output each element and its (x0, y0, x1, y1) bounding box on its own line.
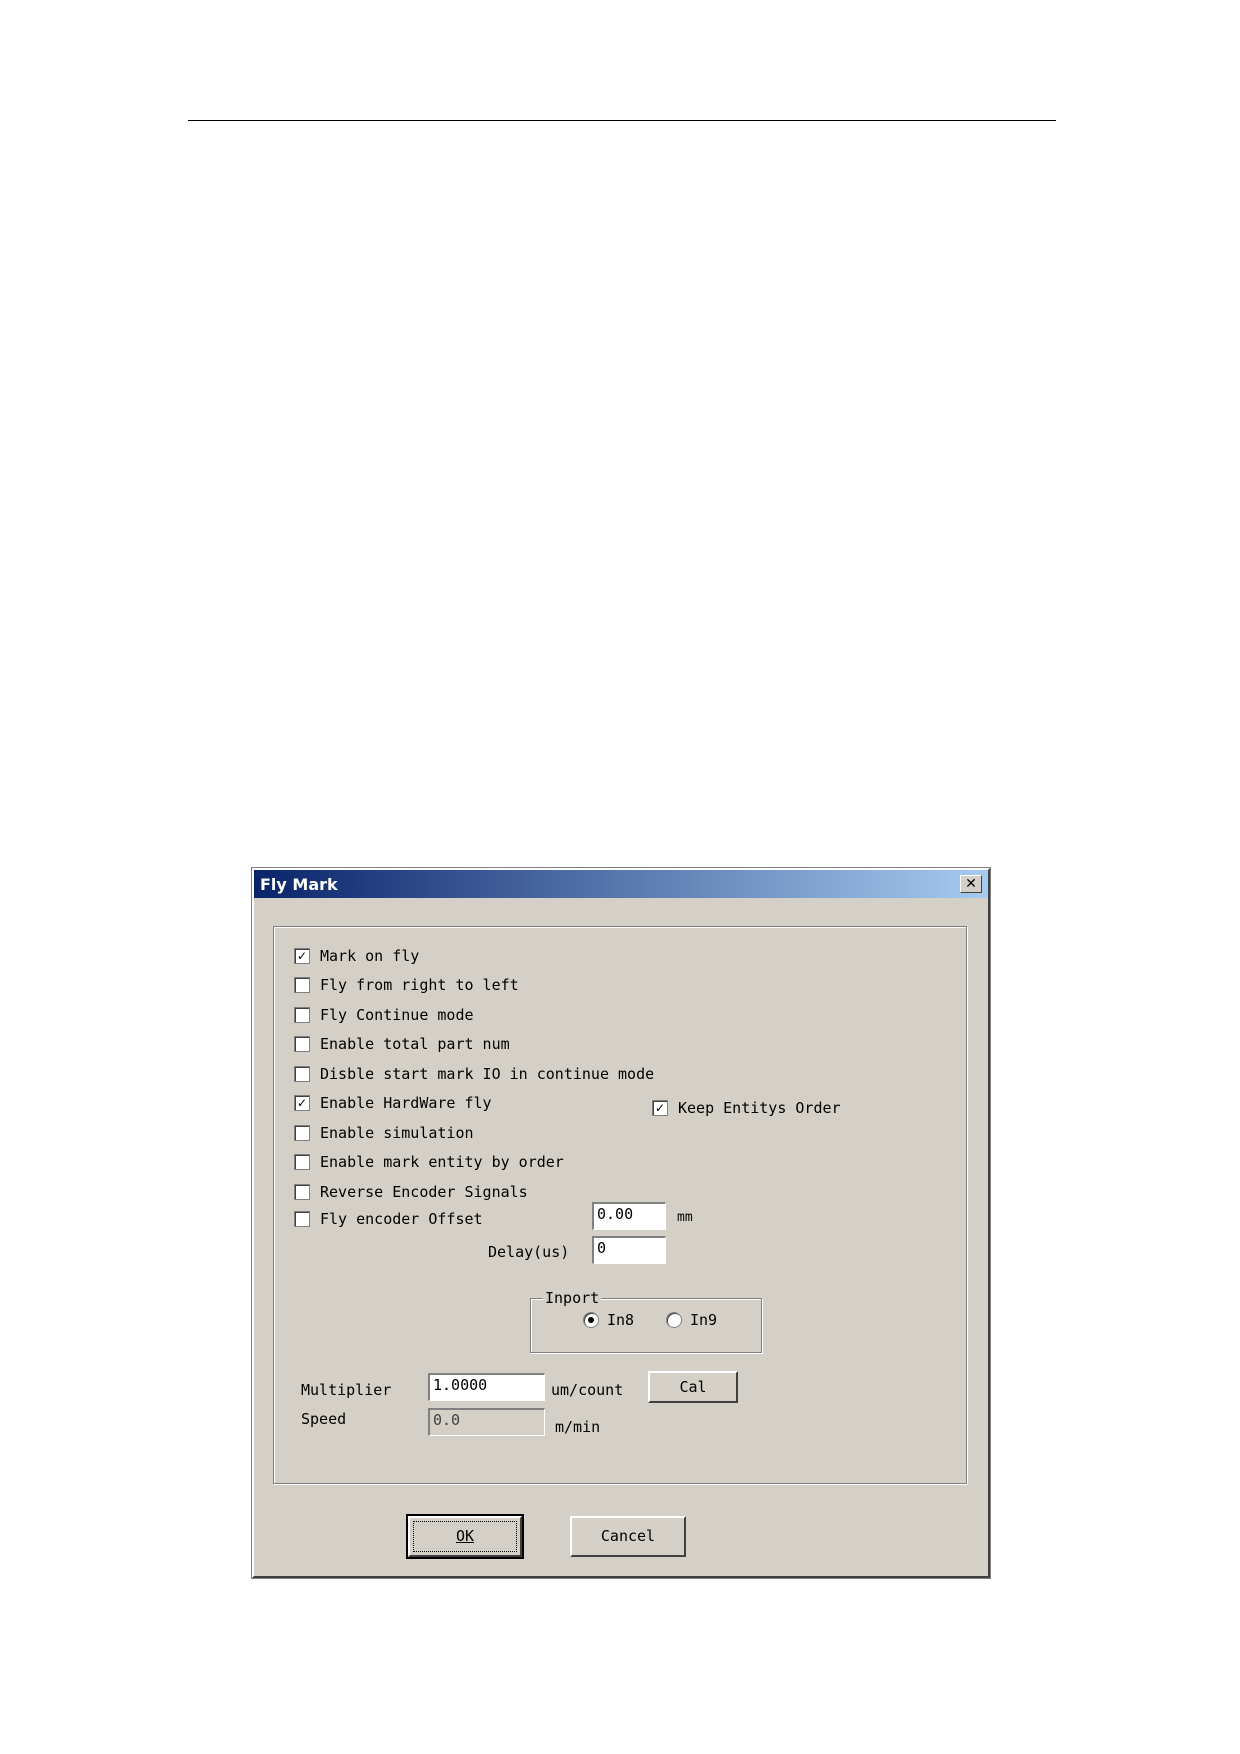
radio-button[interactable] (666, 1312, 682, 1328)
radio-in9[interactable] (666, 1310, 717, 1330)
checkbox-label: Disble start mark IO in continue mode (320, 1065, 655, 1083)
cancel-label: Cancel (600, 1527, 656, 1545)
page-header-rule (188, 120, 1056, 121)
checkbox-box[interactable]: ✓ (294, 1095, 310, 1111)
ok-label: OK (455, 1527, 475, 1545)
delay-input[interactable]: 0 (592, 1236, 666, 1264)
checkbox-label: Enable HardWare fly (320, 1094, 492, 1112)
checkbox-box[interactable]: ✓ (652, 1100, 668, 1116)
speed-unit: m/min (555, 1418, 601, 1436)
checkbox-box[interactable]: ✓ (294, 948, 310, 964)
checkbox-box[interactable] (294, 1184, 310, 1200)
multiplier-input[interactable]: 1.0000 (428, 1373, 545, 1401)
checkbox-label: Mark on fly (320, 947, 420, 965)
enable-total-part-num-checkbox[interactable] (294, 1034, 510, 1054)
radio-in8[interactable] (583, 1310, 634, 1330)
offset-unit: mm (677, 1210, 693, 1225)
radio-button[interactable] (583, 1312, 599, 1328)
multiplier-label: Multiplier (301, 1381, 392, 1399)
dialog-title: Fly Mark (260, 875, 338, 894)
keep-entitys-order-checkbox[interactable] (652, 1098, 841, 1118)
enable-simulation-checkbox[interactable] (294, 1123, 474, 1143)
checkbox-label: Reverse Encoder Signals (320, 1183, 528, 1201)
multiplier-unit: um/count (551, 1381, 624, 1399)
speed-label: Speed (301, 1410, 347, 1428)
radio-label: In9 (690, 1311, 718, 1329)
mark-on-fly-checkbox[interactable] (294, 946, 419, 966)
radio-label: In8 (607, 1311, 635, 1329)
speed-input: 0.0 (428, 1408, 545, 1436)
checkbox-label: Enable mark entity by order (320, 1153, 564, 1171)
checkbox-box[interactable] (294, 1125, 310, 1141)
enable-mark-entity-by-order-checkbox[interactable] (294, 1152, 564, 1172)
inport-legend: Inport (545, 1289, 600, 1307)
fly-right-to-left-checkbox[interactable] (294, 975, 519, 995)
delay-label: Delay(us) (488, 1243, 570, 1261)
close-button[interactable] (960, 875, 982, 893)
fly-continue-mode-checkbox[interactable] (294, 1005, 474, 1025)
checkbox-box[interactable] (294, 1007, 310, 1023)
radio-dot (588, 1317, 594, 1323)
checkbox-box[interactable] (294, 977, 310, 993)
close-icon: ✕ (965, 876, 977, 892)
checkbox-box[interactable] (294, 1066, 310, 1082)
disable-start-mark-io-checkbox[interactable] (294, 1064, 654, 1084)
cal-button[interactable]: Cal (648, 1371, 738, 1403)
title-bar[interactable] (254, 870, 988, 898)
checkbox-label: Keep Entitys Order (678, 1099, 841, 1117)
checkbox-box[interactable] (294, 1036, 310, 1052)
checkbox-label: Fly Continue mode (320, 1006, 474, 1024)
checkbox-box[interactable] (294, 1154, 310, 1170)
reverse-encoder-signals-checkbox[interactable] (294, 1182, 528, 1202)
enable-hardware-fly-checkbox[interactable] (294, 1093, 492, 1113)
checkbox-label: Enable simulation (320, 1124, 474, 1142)
offset-input[interactable]: 0.00 (592, 1202, 666, 1230)
checkbox-box[interactable] (294, 1211, 310, 1227)
checkbox-label: Fly from right to left (320, 976, 519, 994)
checkbox-label: Fly encoder Offset (320, 1210, 483, 1228)
focus-rect (413, 1521, 517, 1552)
checkbox-label: Enable total part num (320, 1035, 510, 1053)
cancel-button[interactable] (570, 1516, 686, 1557)
fly-encoder-offset-checkbox[interactable] (294, 1209, 483, 1229)
ok-button[interactable] (408, 1516, 522, 1557)
